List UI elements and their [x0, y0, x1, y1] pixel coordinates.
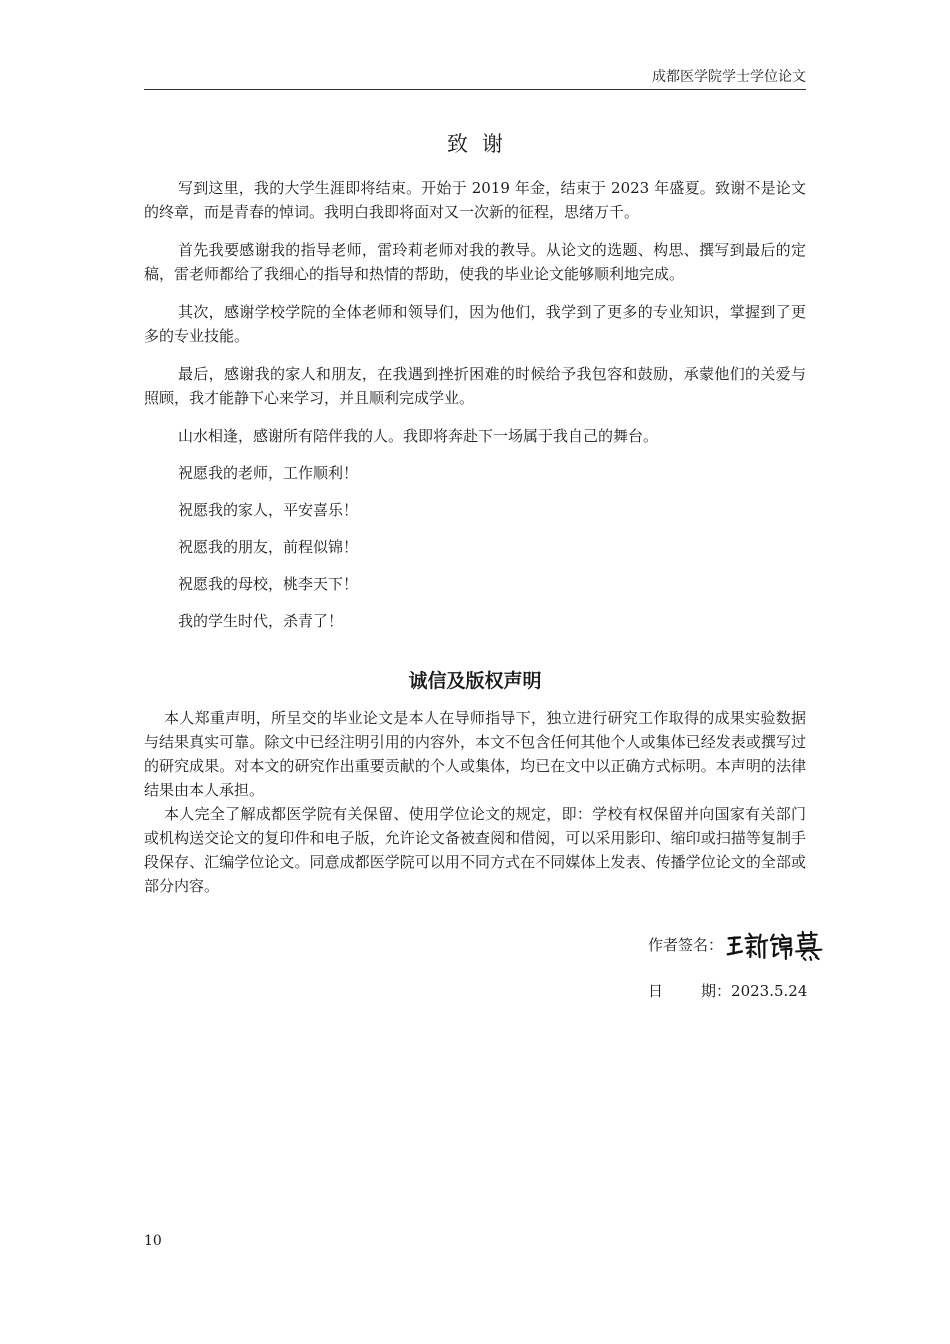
- declaration-paragraph: 本人完全了解成都医学院有关保留、使用学位论文的规定，即：学校有权保留并向国家有关部门或机构送交论文的复印件和电子版，允许论文备被查阅和借阅，可以采用影印、缩印或扫描等复制手段保存、汇编学位论文。同意成都医学院可以用不同方式在不同媒体上发表、传播学位论文的全部或部分内容。: [144, 805, 806, 895]
- header-divider: [144, 89, 806, 90]
- date-value: 2023.5.24: [731, 982, 808, 1000]
- ack-paragraph: 其次，感谢学校学院的全体老师和领导们，因为他们，我学到了更多的专业知识，掌握到了更多的专业技能。: [144, 303, 806, 345]
- running-header: 成都医学院学士学位论文: [652, 69, 806, 85]
- ack-paragraph: 山水相逢，感谢所有陪伴我的人。我即将奔赴下一场属于我自己的舞台。: [178, 427, 659, 445]
- ack-paragraph: 写到这里，我的大学生涯即将结束。开始于 2019 年金，结束于 2023 年盛夏。致谢不是论文的终章，而是青春的悼词。我明白我即将面对又一次新的征程，思绪万千。: [144, 179, 806, 221]
- ack-paragraph: 最后，感谢我的家人和朋友，在我遇到挫折困难的时候给予我包容和鼓励，承蒙他们的关爱与照顾，我才能静下心来学习，并且顺利完成学业。: [144, 365, 806, 407]
- ack-wish-line: 祝愿我的老师，工作顺利！: [178, 464, 359, 482]
- declaration-body: [144, 706, 806, 898]
- acknowledgement-title: 致谢: [447, 132, 517, 156]
- declaration-title: 诚信及版权声明: [408, 670, 542, 692]
- ack-wish-line: 祝愿我的母校，桃李天下！: [178, 575, 359, 593]
- page-number: 10: [144, 1233, 162, 1249]
- declaration-paragraph: 本人郑重声明，所呈交的毕业论文是本人在导师指导下，独立进行研究工作取得的成果实验数据与结果真实可靠。除文中已经注明引用的内容外，本文不包含任何其他个人或集体已经发表或撰写过的研究成果。对本文的研究作出重要贡献的个人或集体，均已在文中以正确方式标明。本声明的法律结果由本人承担。: [144, 709, 806, 799]
- ack-wish-line: 祝愿我的朋友，前程似锦！: [178, 538, 359, 556]
- handwritten-signature: [725, 924, 828, 964]
- date-label-second: 期：: [701, 982, 732, 1000]
- signature-label: 作者签名：: [648, 935, 724, 954]
- acknowledgement-body: [144, 176, 806, 646]
- ack-wish-line: 祝愿我的家人，平安喜乐！: [178, 501, 359, 519]
- date-label-first: 日: [648, 982, 664, 1000]
- signature-row: [648, 924, 828, 964]
- date-row: [648, 980, 807, 1001]
- ack-closing-line: 我的学生时代，杀青了！: [178, 612, 344, 630]
- ack-paragraph: 首先我要感谢我的指导老师，雷玲莉老师对我的教导。从论文的选题、构思、撰写到最后的定稿，雷老师都给了我细心的指导和热情的帮助，使我的毕业论文能够顺利地完成。: [144, 241, 806, 283]
